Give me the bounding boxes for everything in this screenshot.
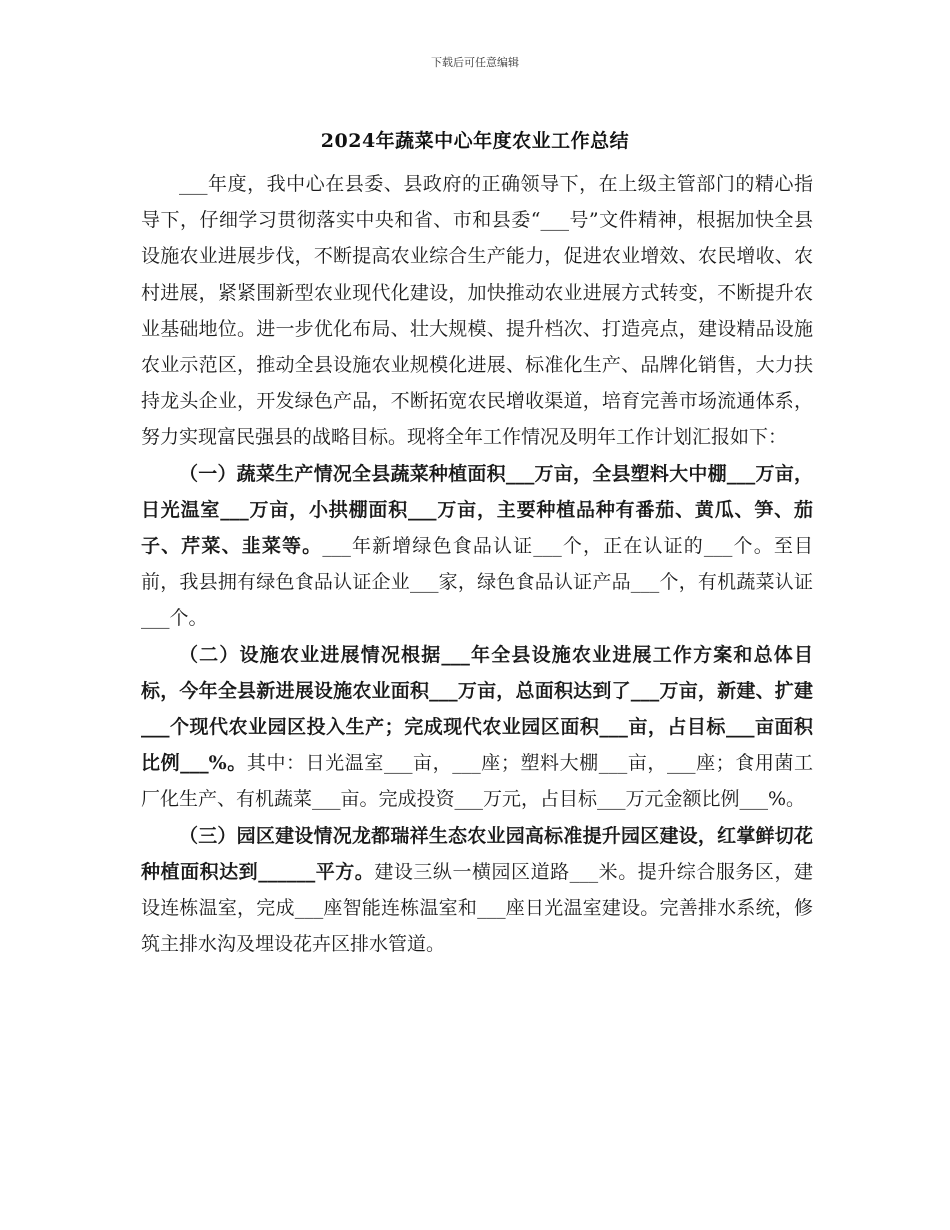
- section-2-body-text: 其中：日光温室___亩，___座；塑料大棚___亩，___座；食用菌工厂化生产、有机蔬菜___亩。完成投资___万元，占目标___万元金额比例___%。: [141, 752, 813, 811]
- section-3-paragraph: [141, 818, 813, 963]
- document-title: 2024年蔬菜中心年度农业工作总结: [320, 130, 630, 152]
- document-body: [141, 166, 813, 962]
- section-2-heading-text: （二）设施农业进展情况根据___年全县设施农业进展工作方案和总体目标，今年全县新进展设施农业面积___万亩，总面积达到了___万亩，新建、扩建___个现代农业园区投入生产；完成现代农业园区面积___亩，占目标___亩面积比例___%。: [141, 643, 813, 775]
- header-note: 下载后可任意编辑: [431, 56, 519, 69]
- section-1-heading-text: （一）蔬菜生产情况全县蔬菜种植面积___万亩，全县塑料大中棚___万亩，日光温室___万亩，小拱棚面积___万亩，主要种植品种有番茄、黄瓜、笋、茄子、芹菜、韭菜等。: [141, 462, 813, 558]
- section-1-paragraph: [141, 456, 813, 637]
- section-2-paragraph: [141, 637, 813, 818]
- section-1-body-text: ___年新增绿色食品认证___个，正在认证的___个。至目前，我县拥有绿色食品认证企业___家，绿色食品认证产品___个，有机蔬菜认证___个。: [141, 535, 813, 630]
- section-3-heading-text: （三）园区建设情况龙都瑞祥生态农业园高标准提升园区建设，红掌鲜切花种植面积达到______平方。: [141, 824, 813, 883]
- intro-paragraph: ___年度，我中心在县委、县政府的正确领导下，在上级主管部门的精心指导下，仔细学习贯彻落实中央和省、市和县委“___号”文件精神，根据加快全县设施农业进展步伐，不断提高农业综合生产能力，促进农业增效、农民增收、农村进展，紧紧围新型农业现代化建设，加快推动农业进展方式转变，不断提升农业基础地位。进一步优化布局、壮大规模、提升档次、打造亮点，建设精品设施农业示范区，推动全县设施农业规模化进展、标准化生产、品牌化销售，大力扶持龙头企业，开发绿色产品，不断拓宽农民增收渠道，培育完善市场流通体系，努力实现富民强县的战略目标。现将全年工作情况及明年工作计划汇报如下：: [141, 173, 813, 449]
- section-3-body-text: 建设三纵一横园区道路___米。提升综合服务区，建设连栋温室，完成___座智能连栋温室和___座日光温室建设。完善排水系统，修筑主排水沟及埋设花卉区排水管道。: [141, 860, 813, 956]
